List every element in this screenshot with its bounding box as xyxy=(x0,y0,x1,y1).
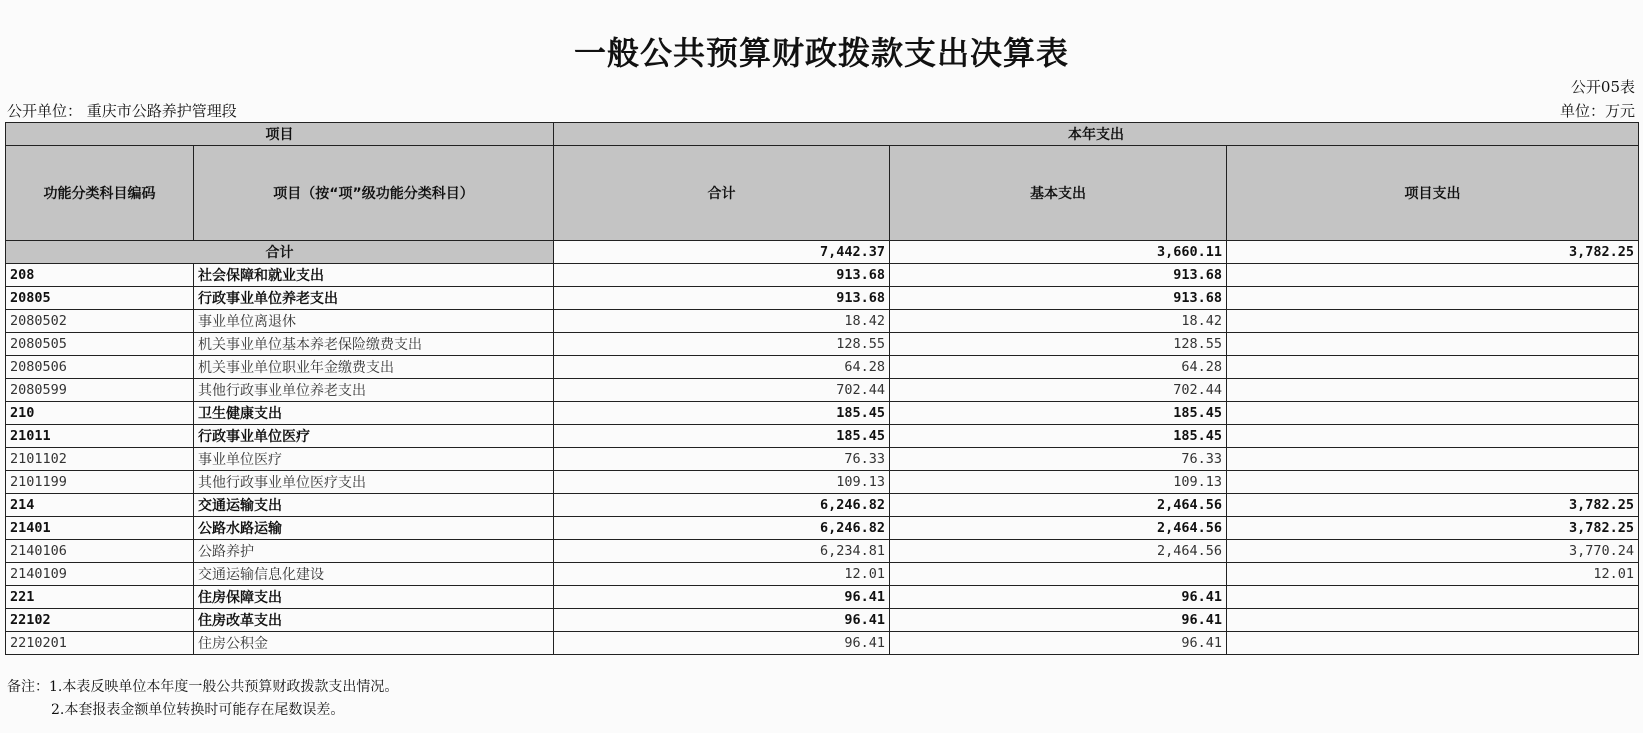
row-basic: 913.68 xyxy=(890,264,1227,287)
row-basic: 128.55 xyxy=(890,333,1227,356)
row-total: 76.33 xyxy=(554,448,890,471)
table-row xyxy=(6,264,1639,287)
row-total: 64.28 xyxy=(554,356,890,379)
row-project: 12.01 xyxy=(1227,563,1639,586)
row-project: 3,782.25 xyxy=(1227,517,1639,540)
row-basic: 913.68 xyxy=(890,287,1227,310)
expenditure-table xyxy=(5,122,1639,655)
row-basic: 76.33 xyxy=(890,448,1227,471)
row-code: 2101199 xyxy=(6,471,194,494)
header-current-year-expense: 本年支出 xyxy=(554,123,1639,146)
row-name: 事业单位离退休 xyxy=(194,310,554,333)
row-name: 社会保障和就业支出 xyxy=(194,264,554,287)
row-name: 其他行政事业单位养老支出 xyxy=(194,379,554,402)
row-basic: 109.13 xyxy=(890,471,1227,494)
row-code: 2101102 xyxy=(6,448,194,471)
row-total: 96.41 xyxy=(554,586,890,609)
row-total: 96.41 xyxy=(554,609,890,632)
reporting-unit: 公开单位： 重庆市公路养护管理段 xyxy=(7,102,237,120)
row-code: 2080599 xyxy=(6,379,194,402)
row-basic: 702.44 xyxy=(890,379,1227,402)
row-name: 卫生健康支出 xyxy=(194,402,554,425)
row-basic: 96.41 xyxy=(890,609,1227,632)
page-title: 一般公共预算财政拨款支出决算表 xyxy=(573,34,1069,72)
table-row xyxy=(6,356,1639,379)
row-total: 185.45 xyxy=(554,402,890,425)
footnote-2: 2.本套报表金额单位转换时可能存在尾数误差。 xyxy=(51,702,345,718)
row-project xyxy=(1227,333,1639,356)
row-project xyxy=(1227,471,1639,494)
row-code: 210 xyxy=(6,402,194,425)
table-row xyxy=(6,287,1639,310)
header-name: 项目（按“项”级功能分类科目） xyxy=(194,146,554,241)
total-cell: 7,442.37 xyxy=(554,241,890,264)
row-basic: 18.42 xyxy=(890,310,1227,333)
row-total: 18.42 xyxy=(554,310,890,333)
row-project xyxy=(1227,356,1639,379)
row-name: 住房公积金 xyxy=(194,632,554,655)
table-row xyxy=(6,586,1639,609)
row-basic: 64.28 xyxy=(890,356,1227,379)
row-name: 其他行政事业单位医疗支出 xyxy=(194,471,554,494)
row-total: 128.55 xyxy=(554,333,890,356)
row-total: 185.45 xyxy=(554,425,890,448)
header-basic: 基本支出 xyxy=(890,146,1227,241)
row-code: 2140109 xyxy=(6,563,194,586)
table-row xyxy=(6,609,1639,632)
row-code: 21011 xyxy=(6,425,194,448)
table-row xyxy=(6,563,1639,586)
row-name: 公路养护 xyxy=(194,540,554,563)
row-name: 住房保障支出 xyxy=(194,586,554,609)
row-project xyxy=(1227,425,1639,448)
row-code: 2080506 xyxy=(6,356,194,379)
table-row xyxy=(6,310,1639,333)
table-row xyxy=(6,333,1639,356)
row-basic: 96.41 xyxy=(890,632,1227,655)
total-label: 合计 xyxy=(6,241,554,264)
row-project xyxy=(1227,287,1639,310)
row-total: 6,234.81 xyxy=(554,540,890,563)
row-code: 208 xyxy=(6,264,194,287)
row-name: 机关事业单位职业年金缴费支出 xyxy=(194,356,554,379)
row-project: 3,782.25 xyxy=(1227,494,1639,517)
row-project xyxy=(1227,264,1639,287)
table-row xyxy=(6,402,1639,425)
footnote-1: 备注：1.本表反映单位本年度一般公共预算财政拨款支出情况。 xyxy=(7,679,399,695)
row-basic: 96.41 xyxy=(890,586,1227,609)
table-row xyxy=(6,494,1639,517)
row-total: 913.68 xyxy=(554,287,890,310)
row-total: 913.68 xyxy=(554,264,890,287)
row-code: 214 xyxy=(6,494,194,517)
row-name: 住房改革支出 xyxy=(194,609,554,632)
row-basic: 185.45 xyxy=(890,425,1227,448)
row-total: 702.44 xyxy=(554,379,890,402)
row-total: 12.01 xyxy=(554,563,890,586)
row-name: 行政事业单位养老支出 xyxy=(194,287,554,310)
row-code: 22102 xyxy=(6,609,194,632)
table-row xyxy=(6,448,1639,471)
header-project: 项目 xyxy=(6,123,554,146)
table-row xyxy=(6,379,1639,402)
row-name: 行政事业单位医疗 xyxy=(194,425,554,448)
total-basic-cell: 3,660.11 xyxy=(890,241,1227,264)
row-basic: 2,464.56 xyxy=(890,494,1227,517)
row-project xyxy=(1227,632,1639,655)
header-code: 功能分类科目编码 xyxy=(6,146,194,241)
header-total: 合计 xyxy=(554,146,890,241)
row-basic: 2,464.56 xyxy=(890,540,1227,563)
row-project xyxy=(1227,609,1639,632)
row-basic: 185.45 xyxy=(890,402,1227,425)
row-code: 20805 xyxy=(6,287,194,310)
table-row xyxy=(6,517,1639,540)
total-row xyxy=(6,241,1639,264)
row-name: 交通运输支出 xyxy=(194,494,554,517)
row-code: 21401 xyxy=(6,517,194,540)
row-project xyxy=(1227,448,1639,471)
row-total: 96.41 xyxy=(554,632,890,655)
table-row xyxy=(6,632,1639,655)
row-code: 2080505 xyxy=(6,333,194,356)
header-project-expense: 项目支出 xyxy=(1227,146,1639,241)
table-row xyxy=(6,540,1639,563)
row-name: 公路水路运输 xyxy=(194,517,554,540)
total-project-cell: 3,782.25 xyxy=(1227,241,1639,264)
row-code: 221 xyxy=(6,586,194,609)
money-unit: 单位：万元 xyxy=(1559,102,1635,120)
row-project xyxy=(1227,310,1639,333)
row-project xyxy=(1227,379,1639,402)
table-row xyxy=(6,471,1639,494)
row-name: 交通运输信息化建设 xyxy=(194,563,554,586)
row-total: 6,246.82 xyxy=(554,494,890,517)
row-code: 2210201 xyxy=(6,632,194,655)
row-project: 3,770.24 xyxy=(1227,540,1639,563)
row-name: 事业单位医疗 xyxy=(194,448,554,471)
row-code: 2140106 xyxy=(6,540,194,563)
row-total: 109.13 xyxy=(554,471,890,494)
row-basic xyxy=(890,563,1227,586)
footnotes xyxy=(7,676,398,722)
row-total: 6,246.82 xyxy=(554,517,890,540)
row-project xyxy=(1227,586,1639,609)
row-code: 2080502 xyxy=(6,310,194,333)
row-basic: 2,464.56 xyxy=(890,517,1227,540)
row-project xyxy=(1227,402,1639,425)
form-number: 公开05表 xyxy=(1570,78,1635,96)
row-name: 机关事业单位基本养老保险缴费支出 xyxy=(194,333,554,356)
table-row xyxy=(6,425,1639,448)
